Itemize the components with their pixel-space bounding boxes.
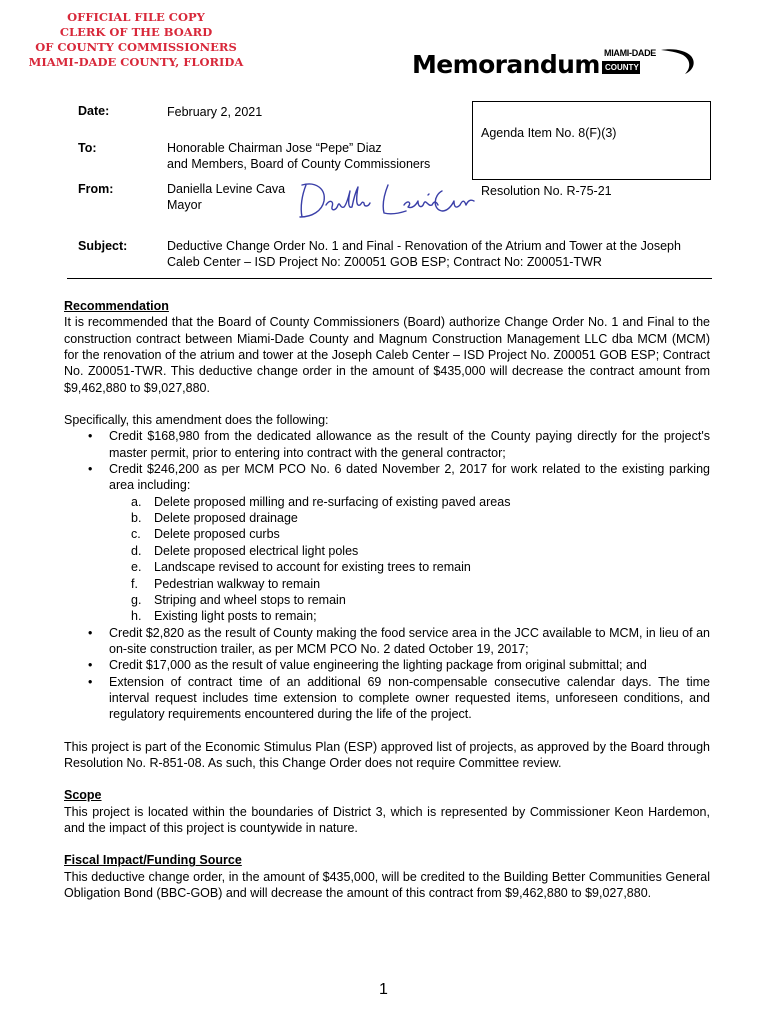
fiscal-impact-heading: Fiscal Impact/Funding Source <box>64 853 242 868</box>
list-item: a. Delete proposed milling and re-surfacing of existing paved areas <box>131 494 511 509</box>
scope-paragraph: This project is located within the boundaries of District 3, which is represented by Commissioner Keon Hardemon, and the impact of this project is countywide in nature. <box>64 804 710 835</box>
list-item: • Credit $17,000 as the result of value engineering the lighting package from original submittal; and <box>109 657 710 673</box>
memorandum-title: Memorandum <box>412 50 600 79</box>
date-value: February 2, 2021 <box>167 105 263 119</box>
list-item: c. Delete proposed curbs <box>131 527 280 542</box>
stamp-line-1: OFFICIAL FILE COPY <box>67 10 205 24</box>
stamp-line-3: OF COUNTY COMMISSIONERS <box>35 40 237 54</box>
subject-label: Subject: <box>78 239 128 253</box>
to-recipient-line-1: Honorable Chairman Jose “Pepe” Diaz <box>167 141 382 155</box>
mayor-signature <box>296 177 478 225</box>
list-item: • Extension of contract time of an additional 69 non-compensable consecutive calendar days. The time interval request includes time extension to complete owner requested items, unforeseen conditions, and regulatory requirements encountered during the life of the project. <box>109 674 710 723</box>
amendment-bullet-list <box>64 428 710 722</box>
date-label: Date: <box>78 104 110 118</box>
to-recipient-line-2: and Members, Board of County Commissioners <box>167 157 431 171</box>
list-item: • Credit $2,820 as the result of County making the food service area in the JCC available to MCM, in lieu of an on-site construction trailer, as per MCM PCO No. 2 dated October 19, 2017; <box>109 625 710 658</box>
from-name: Daniella Levine Cava <box>167 182 286 196</box>
list-item: • Credit $168,980 from the dedicated allowance as the result of the County paying directly for the project's master permit, prior to entering into contract with the general contractor; <box>109 428 710 461</box>
list-item: f. Pedestrian walkway to remain <box>131 576 321 591</box>
esp-paragraph: This project is part of the Economic Stimulus Plan (ESP) approved list of projects, as approved by the Board through Resolution No. R-851-08. As such, this Change Order does not require Committee review. <box>64 739 710 770</box>
stamp-line-4: MIAMI-DADE COUNTY, FLORIDA <box>28 55 244 69</box>
scope-heading: Scope <box>64 788 102 803</box>
from-title: Mayor <box>167 198 202 212</box>
agenda-item-number: Agenda Item No. 8(F)(3) <box>481 126 617 140</box>
list-item: h. Existing light posts to remain; <box>131 609 317 624</box>
recommendation-heading: Recommendation <box>64 299 169 313</box>
list-item: d. Delete proposed electrical light poles <box>131 543 359 558</box>
from-label: From: <box>78 182 114 196</box>
bullet-text: Credit $246,200 as per MCM PCO No. 6 dated November 2, 2017 for work related to the existing parking area including: <box>109 462 710 493</box>
stamp-line-2: CLERK OF THE BOARD <box>59 25 213 39</box>
list-item: e. Landscape revised to account for existing trees to remain <box>131 560 471 575</box>
recommendation-paragraph: It is recommended that the Board of County Commissioners (Board) authorize Change Order No. 1 and Final to the construction contract between Miami-Dade County and Magnum Construction Management LLC dba MCM (MCM) for the renovation of the atrium and tower at the Joseph Caleb Center – ISD Project No. Z00051 GOB ESP; Contract No. Z00051-TWR. This deductive change order in the amount of $435,000 will decrease the contract amount from $9,462,880 to $9,027,880. <box>64 315 710 395</box>
clerk-file-stamp <box>22 10 250 70</box>
to-label: To: <box>78 141 97 155</box>
list-item <box>109 461 710 624</box>
subject-value: Deductive Change Order No. 1 and Final - Renovation of the Atrium and Tower at the Joseph Caleb Center – ISD Project No: Z00051 GOB ESP; Contract No: Z00051-TWR <box>167 239 681 269</box>
fiscal-impact-paragraph: This deductive change order, in the amount of $435,000, will be credited to the Building Better Communities General Obligation Bond (BBC-GOB) and will decrease the amount of this contract from $9,462,880 to $9,027,880. <box>64 869 710 900</box>
header-divider <box>67 278 712 279</box>
list-item: b. Delete proposed drainage <box>131 511 298 526</box>
memo-body <box>64 298 710 901</box>
resolution-number: Resolution No. R-75-21 <box>481 184 612 198</box>
amendment-intro: Specifically, this amendment does the following: <box>64 413 329 428</box>
county-logo-county: COUNTY <box>605 63 639 72</box>
county-logo-name: MIAMI-DADE <box>604 48 656 58</box>
parking-sub-list <box>109 494 710 625</box>
page-number: 1 <box>379 981 388 998</box>
list-item: g. Striping and wheel stops to remain <box>131 592 346 607</box>
